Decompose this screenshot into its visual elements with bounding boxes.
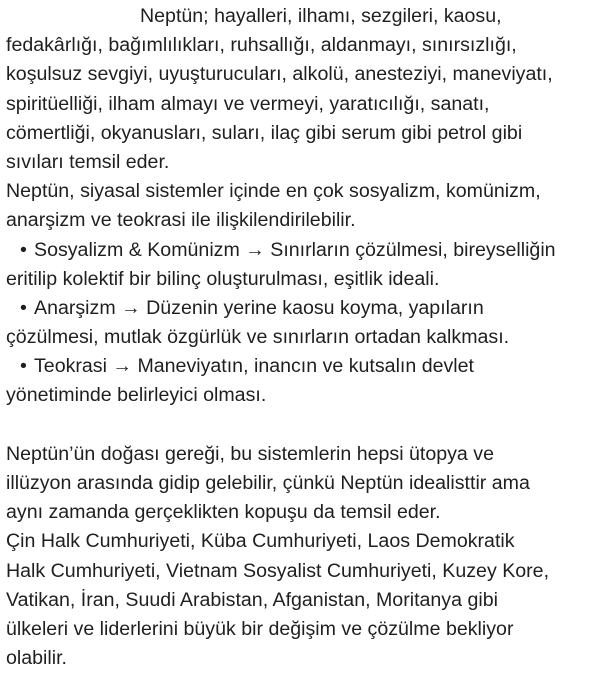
list-item <box>6 294 596 352</box>
text-line: Neptün, siyasal sistemler içinde en çok sosyalizm, komünizm, <box>6 180 541 203</box>
bullet-icon: • <box>20 355 27 378</box>
text-line: sıvıları temsil eder. <box>6 150 170 173</box>
text-line: fedakârlığı, bağımlılıkları, ruhsallığı, aldanmayı, sınırsızlığı, <box>6 34 517 57</box>
text-line: ülkeleri ve liderlerini büyük bir değişim ve çözülme bekliyor <box>6 617 514 640</box>
paragraph-neptune-meanings <box>6 2 596 177</box>
text-line: olabilir. <box>6 647 67 670</box>
text-line: spiritüelliği, ilham almayı ve vermeyi, yaratıcılığı, sanatı, <box>6 92 490 115</box>
text-line: eritilip kolektif bir bilinç oluşturulması, eşitlik ideali. <box>6 267 440 290</box>
list-item-text: Anarşizm → Düzenin yerine kaosu koyma, yapıların <box>34 296 484 319</box>
text-line: anarşizm ve teokrasi ile ilişkilendirilebilir. <box>6 209 356 232</box>
bullet-icon: • <box>20 238 27 261</box>
list-item-text: Teokrasi → Maneviyatın, inancın ve kutsalın devlet <box>34 355 474 378</box>
paragraph-political-systems <box>6 177 596 235</box>
paragraph-countries <box>6 527 596 673</box>
paragraph-spacer <box>6 411 596 440</box>
text-line: Neptün’ün doğası gereği, bu sistemlerin hepsi ütopya ve <box>6 442 494 465</box>
document-body <box>6 2 596 673</box>
list-item <box>6 236 596 294</box>
text-line: Halk Cumhuriyeti, Vietnam Sosyalist Cumhuriyeti, Kuzey Kore, <box>6 559 550 582</box>
text-line: çözülmesi, mutlak özgürlük ve sınırların ortadan kalkması. <box>6 326 510 349</box>
list-item-text: Sosyalizm & Komünizm → Sınırların çözülmesi, bireyselliğin <box>34 238 556 261</box>
text-line: Neptün; hayalleri, ilhamı, sezgileri, kaosu, <box>140 5 502 27</box>
text-line: koşulsuz sevgiyi, uyuşturucuları, alkolü, anesteziyi, maneviyatı, <box>6 63 553 86</box>
paragraph-utopia-illusion <box>6 440 596 528</box>
text-line: Çin Halk Cumhuriyeti, Küba Cumhuriyeti, Laos Demokratik <box>6 530 515 553</box>
text-line: aynı zamanda gerçeklikten kopuşu da temsil eder. <box>6 501 441 524</box>
bullet-icon: • <box>20 296 27 319</box>
bullet-list <box>6 236 596 411</box>
text-line: illüzyon arasında gidip gelebilir, çünkü Neptün idealisttir ama <box>6 472 530 494</box>
list-item <box>6 352 596 410</box>
text-line: cömertliği, okyanusları, suları, ilaç gibi serum gibi petrol gibi <box>6 121 523 144</box>
text-line: Vatikan, İran, Suudi Arabistan, Afganistan, Moritanya gibi <box>6 588 498 611</box>
text-line: yönetiminde belirleyici olması. <box>6 384 267 407</box>
